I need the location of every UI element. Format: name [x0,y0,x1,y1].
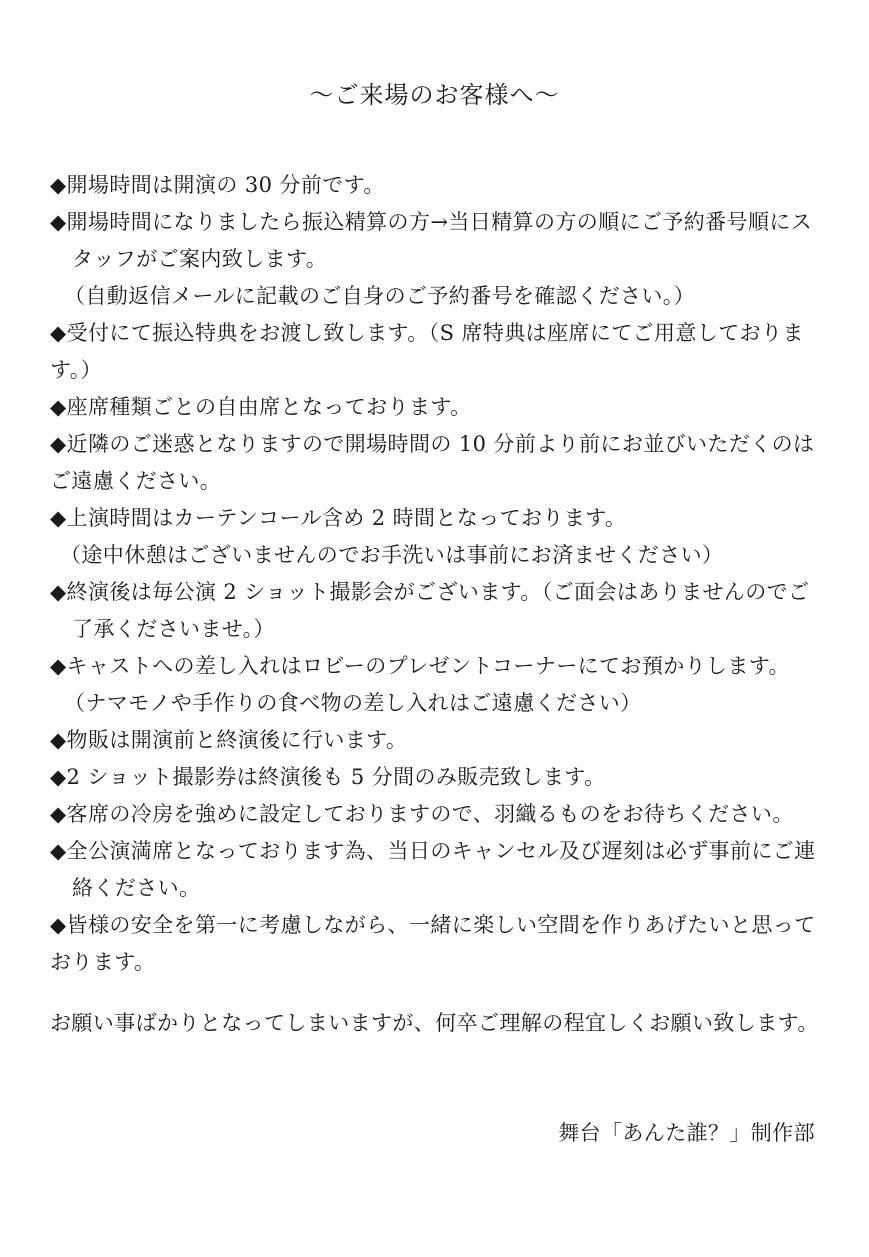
notice-line: ◆客席の冷房を強めに設定しておりますので、羽織るものをお待ちください。 [50,802,794,826]
notice-line: ◆座席種類ごとの自由席となっております。 [50,395,472,419]
notice-line: ◆開場時間になりましたら振込精算の方→当日精算の方の順にご予約番号順にス [50,210,813,234]
notice-line: ◆物販は開演前と終演後に行います。 [50,728,408,752]
closing-remark: お願い事ばかりとなってしまいますが、何卒ご理解の程宜しくお願い致します。 [50,1011,819,1035]
notice-line: ◆全公演満席となっております為、当日のキャンセル及び遅刻は必ず事前にご連 [50,839,816,863]
signature: 舞台「あんた誰？」制作部 [558,1121,815,1145]
notice-line: ◆開場時間は開演の 30 分前です。 [50,173,385,197]
notice-line: （途中休憩はございませんのでお手洗いは事前にお済ませください） [60,543,724,567]
notice-line: ◆上演時間はカーテンコール含め 2 時間となっております。 [50,506,627,530]
notice-line: ◆キャストへの差し入れはロビーのプレゼントコーナーにてお預かりします。 [50,654,790,678]
notice-line: ◆終演後は毎公演 2 ショット撮影会がございます。（ご面会はありませんのでご [50,580,810,604]
page-title: ～ご来場のお客様へ～ [309,81,560,109]
notice-line: 了承くださいませ。） [72,617,275,641]
notice-line: す。） [50,358,103,382]
notice-line: （ナマモノや手作りの食べ物の差し入れはご遠慮ください） [64,691,642,715]
notice-line: 絡ください。 [72,876,201,900]
notice-line: ◆近隣のご迷惑となりますので開場時間の 10 分前より前にお並びいただくのは [50,432,815,456]
notice-line: ご遠慮ください。 [50,469,222,493]
notice-line: ◆受付にて振込特典をお渡し致します。（S 席特典は座席にてご用意しておりま [50,321,804,345]
notice-line: （自動返信メールに記載のご自身のご予約番号を確認ください。） [64,284,696,308]
notice-line: おります。 [50,950,156,974]
notice-line: ◆2 ショット撮影券は終演後も 5 分間のみ販売致します。 [50,765,606,789]
notice-line: ◆皆様の安全を第一に考慮しながら、一緒に楽しい空間を作りあげたいと思って [50,913,816,937]
notice-line: タッフがご案内致します。 [72,247,328,271]
